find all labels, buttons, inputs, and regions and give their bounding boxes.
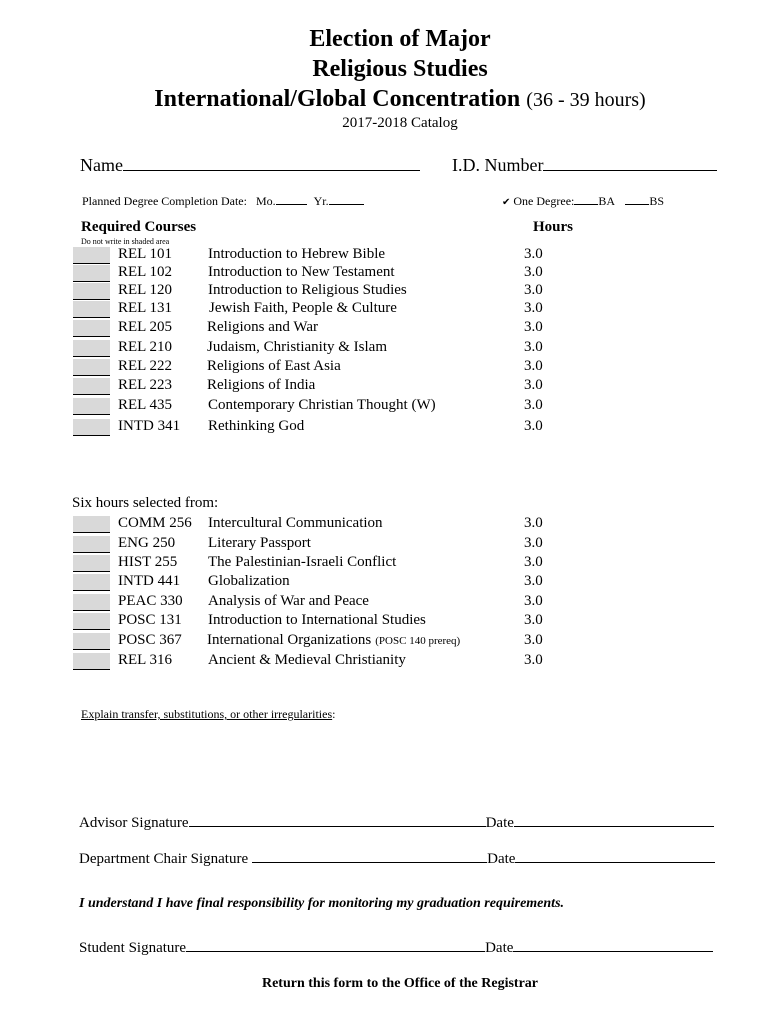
required-heading: Required Courses [81,219,197,235]
advisor-date-field[interactable] [514,826,714,827]
degree-row [502,194,664,209]
course-name: Jewish Faith, People & Culture [209,300,397,316]
course-name: Contemporary Christian Thought (W) [208,397,436,413]
course-name: Analysis of War and Peace [208,593,369,609]
course-name: Intercultural Communication [208,515,383,531]
course-code: POSC 367 [118,632,182,648]
course-title-row [207,319,318,336]
course-hours: 3.0 [524,593,543,609]
course-hours: 3.0 [524,632,543,648]
course-hours: 3.0 [524,535,543,551]
course-title-row [208,418,304,435]
course-code: HIST 255 [118,554,178,570]
course-name: Religions of East Asia [207,358,341,374]
shaded-checkbox[interactable] [73,594,110,611]
course-name: Introduction to Religious Studies [208,282,407,298]
course-code: INTD 441 [118,573,181,589]
course-title-row [208,554,396,571]
course-code: PEAC 330 [118,593,183,609]
catalog-year: 2017-2018 Catalog [342,115,458,131]
course-hours: 3.0 [524,339,543,355]
course-hours: 3.0 [524,397,543,413]
course-hours: 3.0 [524,377,543,393]
course-name: Introduction to International Studies [208,612,426,628]
course-title-row [208,593,369,610]
course-hours: 3.0 [524,418,543,434]
chair-date-field[interactable] [515,862,715,863]
shaded-checkbox[interactable] [73,398,110,415]
course-title-row [207,339,387,356]
course-name: Rethinking God [208,418,305,434]
shaded-checkbox[interactable] [73,613,110,630]
course-title-row [208,397,436,414]
course-title-row [208,535,311,552]
course-title-row [207,358,341,375]
name-label: Name [80,155,123,175]
hours-range: (36 - 39 hours) [526,89,646,111]
course-code: REL 102 [118,264,173,280]
course-name: Globalization [208,573,290,589]
course-name: Introduction to New Testament [208,264,395,280]
ba-label: BA [598,194,615,208]
chair-row [79,851,715,868]
course-name: The Palestinian-Israeli Conflict [208,554,397,570]
month-label: Mo. [255,194,276,208]
course-name: Literary Passport [208,535,311,551]
course-hours: 3.0 [524,246,543,262]
name-row [80,155,420,176]
bs-label: BS [649,194,665,208]
elective-heading: Six hours selected from: [72,495,219,511]
irregularities-area[interactable] [80,722,720,802]
course-title-row [208,264,395,281]
course-name: Religions of India [207,377,316,393]
shaded-checkbox[interactable] [73,633,110,650]
course-code: REL 131 [118,300,173,316]
concentration-name: International/Global Concentration [154,86,521,112]
course-hours: 3.0 [524,573,543,589]
course-name: Judaism, Christianity & Islam [207,339,387,355]
course-code: REL 120 [118,282,173,298]
course-title-row [208,652,406,669]
ba-field[interactable] [574,204,598,205]
student-row [79,940,713,957]
shaded-checkbox[interactable] [73,536,110,553]
shaded-checkbox[interactable] [73,516,110,533]
course-title-row [208,573,290,590]
concentration-heading [0,86,770,113]
form-subtitle: Religious Studies [312,56,488,82]
one-degree-label: One Degree: [513,194,575,208]
course-code: REL 316 [118,652,173,668]
course-hours: 3.0 [524,264,543,280]
course-code: ENG 250 [118,535,176,551]
course-hours: 3.0 [524,652,543,668]
course-title-row [207,377,315,394]
completion-label: Planned Degree Completion Date: [82,194,247,208]
course-hours: 3.0 [524,300,543,316]
course-title-row [208,246,385,263]
course-code: COMM 256 [118,515,192,531]
shaded-checkbox[interactable] [73,555,110,572]
irregularities-label: Explain transfer, substitutions, or other irregularities [81,707,333,721]
course-hours: 3.0 [524,358,543,374]
chair-date-label: Date [487,851,516,867]
student-label: Student Signature [79,940,187,956]
shaded-checkbox[interactable] [73,320,110,337]
course-hours: 3.0 [524,282,543,298]
advisor-row [79,815,714,832]
course-code: REL 435 [118,397,173,413]
course-title-row [207,632,460,649]
course-code: REL 223 [118,377,173,393]
course-title-row [208,515,383,532]
shaded-checkbox[interactable] [73,247,110,264]
shaded-area-note: Do not write in shaded area [81,237,170,246]
course-hours: 3.0 [524,319,543,335]
shaded-checkbox[interactable] [73,419,110,436]
shaded-checkbox[interactable] [73,340,110,357]
course-prereq-note: (POSC 140 prereq) [375,635,461,647]
month-field[interactable] [276,204,307,205]
course-title-row [208,282,407,299]
course-hours: 3.0 [524,612,543,628]
course-title-row [209,300,397,317]
chair-label: Department Chair Signature [79,851,249,867]
irregularities-colon: : [332,707,336,721]
name-field[interactable] [123,170,420,171]
bs-field[interactable] [625,204,649,205]
shaded-checkbox[interactable] [73,574,110,591]
course-hours: 3.0 [524,515,543,531]
course-name: International Organizations [207,632,372,648]
chair-signature-field[interactable] [252,862,487,863]
course-title-row [208,612,426,629]
advisor-signature-field[interactable] [189,826,486,827]
year-field[interactable] [329,204,364,205]
course-code: REL 210 [118,339,173,355]
shaded-checkbox[interactable] [73,301,110,318]
course-code: REL 222 [118,358,173,374]
hours-heading: Hours [533,219,574,235]
year-label: Yr. [313,194,329,208]
completion-row [82,194,364,209]
id-number-field[interactable] [543,170,717,171]
student-date-label: Date [485,940,514,956]
responsibility-statement: I understand I have final responsibility for monitoring my graduation requirements. [79,896,565,911]
course-code: REL 101 [118,246,173,262]
course-name: Religions and War [207,319,318,335]
id-row [452,155,717,176]
student-date-field[interactable] [513,951,713,952]
student-signature-field[interactable] [186,951,485,952]
advisor-date-label: Date [485,815,514,831]
check-icon: ✔ [502,197,511,208]
shaded-checkbox[interactable] [73,265,110,282]
shaded-checkbox[interactable] [73,359,110,376]
id-label: I.D. Number [452,155,544,175]
course-name: Introduction to Hebrew Bible [208,246,386,262]
course-name: Ancient & Medieval Christianity [208,652,406,668]
form-title: Election of Major [309,26,491,52]
course-code: INTD 341 [118,418,181,434]
course-hours: 3.0 [524,554,543,570]
shaded-checkbox[interactable] [73,653,110,670]
shaded-checkbox[interactable] [73,378,110,395]
irregularities-row [81,707,335,722]
course-code: REL 205 [118,319,173,335]
shaded-checkbox[interactable] [73,283,110,300]
return-note: Return this form to the Office of the Registrar [261,976,539,991]
advisor-label: Advisor Signature [79,815,189,831]
course-code: POSC 131 [118,612,182,628]
